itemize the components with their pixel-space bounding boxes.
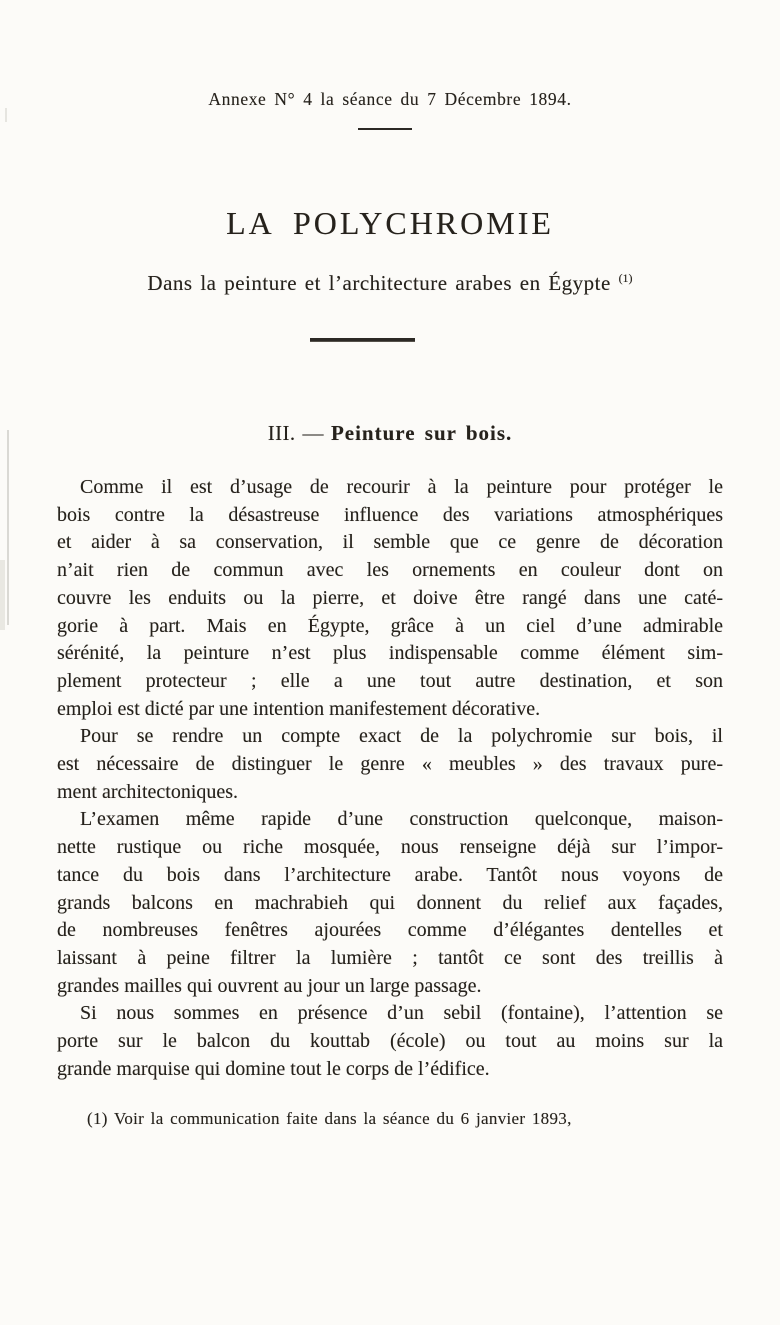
text-line: de nombreuses fenêtres ajourées comme d’élégantes dentelles et: [57, 919, 723, 942]
document-title: LA POLYCHROMIE: [226, 205, 554, 241]
subtitle-text: Dans la peinture et l’architecture arabes en Égypte: [147, 271, 611, 295]
section-heading: [0, 419, 780, 447]
scan-artifact-speck: [5, 108, 7, 122]
text-line: bois contre la désastreuse influence des variations atmosphériques: [57, 503, 723, 526]
text-line: couvre les enduits ou la pierre, et doive être rangé dans une caté-: [57, 586, 723, 609]
text-line: et aider à sa conservation, il semble que ce genre de décoration: [57, 531, 723, 554]
text-line: grandes mailles qui ouvrent au jour un large passage.: [57, 974, 482, 997]
text-line: L’examen même rapide d’une construction quelconque, maison-: [80, 808, 723, 831]
paragraph-2: [57, 723, 723, 806]
text-line: nette rustique ou riche mosquée, nous renseigne déjà sur l’impor-: [57, 836, 723, 859]
text-line: ment architectoniques.: [57, 780, 239, 803]
scan-artifact-smudge: [0, 560, 5, 630]
text-line: Pour se rendre un compte exact de la polychromie sur bois, il: [80, 725, 723, 748]
text-line: est nécessaire de distinguer le genre « meubles » des travaux pure-: [57, 753, 723, 776]
section-dash: —: [302, 421, 324, 445]
paragraph-4: [57, 1000, 723, 1083]
footnote-reference: (1): [618, 271, 633, 285]
scan-artifact-line: [7, 430, 9, 625]
annex-header: Annexe N° 4 la séance du 7 Décembre 1894.: [208, 89, 572, 109]
text-line: tance du bois dans l’architecture arabe. Tantôt nous voyons de: [57, 863, 723, 886]
document-subtitle: [0, 264, 780, 297]
section-title: Peinture sur bois.: [330, 421, 513, 445]
subtitle-divider-rule: [310, 338, 415, 342]
paragraph-1: [57, 474, 723, 723]
text-line: Si nous sommes en présence d’un sebil (fontaine), l’attention se: [80, 1002, 723, 1025]
text-line: emploi est dicté par une intention manifestement décorative.: [57, 697, 541, 720]
paragraph-3: [57, 806, 723, 1000]
footnote: (1) Voir la communication faite dans la séance du 6 janvier 1893,: [87, 1109, 572, 1128]
text-line: plement protecteur ; elle a une tout autre destination, et son: [57, 669, 723, 692]
text-line: gorie à part. Mais en Égypte, grâce à un ciel d’une admirable: [57, 614, 723, 637]
text-line: grande marquise qui domine tout le corps de l’édifice.: [57, 1057, 490, 1080]
text-line: porte sur le balcon du kouttab (école) ou tout au moins sur la: [57, 1030, 723, 1053]
text-line: n’ait rien de commun avec les ornements en couleur dont on: [57, 559, 723, 582]
header-divider-rule: [358, 128, 412, 130]
section-numeral: III.: [267, 421, 296, 445]
text-line: laissant à peine filtrer la lumière ; tantôt ce sont des treillis à: [57, 946, 723, 969]
text-line: grands balcons en machrabieh qui donnent du relief aux façades,: [57, 891, 723, 914]
body-text: [57, 474, 723, 1083]
text-line: Comme il est d’usage de recourir à la peinture pour protéger le: [80, 476, 723, 498]
text-line: sérénité, la peinture n’est plus indispensable comme élément sim-: [57, 642, 723, 665]
